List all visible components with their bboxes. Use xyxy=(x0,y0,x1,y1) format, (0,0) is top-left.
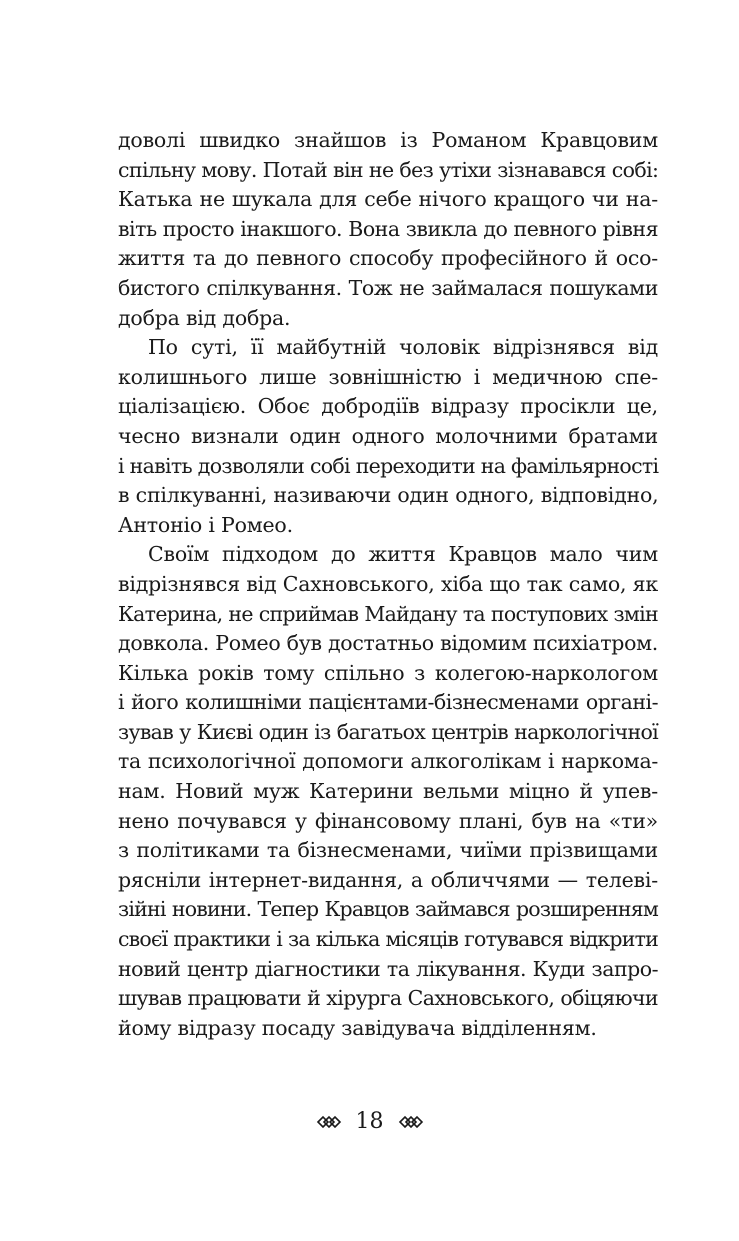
text-line: в спілкуванні, називаючи один одного, відповідно, xyxy=(118,483,659,508)
text-line: з політиками та бізнесменами, чиїми прізвищами xyxy=(118,838,658,863)
text-line: зійні новини. Тепер Кравцов займався розширенням xyxy=(118,897,658,922)
text-line: Катерина, не сприймав Майдану та поступових змін xyxy=(118,601,658,626)
text-line: своєї практики і за кілька місяців готувався відкрити xyxy=(118,927,658,952)
text-line: шував працювати й хірурга Сахновського, обіцяючи xyxy=(118,986,658,1011)
page-footer xyxy=(0,1106,739,1138)
text-line: чесно визнали один одного молочними братами xyxy=(118,423,658,448)
page-number: 18 xyxy=(355,1109,384,1134)
text-line: і його колишніми пацієнтами-бізнесменами органі- xyxy=(118,690,658,715)
text-line: бистого спілкування. Тож не займалася пошуками xyxy=(118,275,658,300)
body-text xyxy=(118,126,658,1043)
text-line: і навіть дозволяли собі переходити на фамільярності xyxy=(118,453,659,478)
text-line: новий центр діагностики та лікування. Куди запро- xyxy=(118,956,658,981)
text-line: йому відразу посаду завідувача відділенням. xyxy=(118,1015,597,1040)
text-line: життя та до певного способу професійного й осо- xyxy=(118,246,658,271)
paragraph xyxy=(118,126,658,333)
paragraph xyxy=(118,540,658,1043)
ornament-icon xyxy=(398,1115,424,1129)
text-line: ціалізацією. Обоє добродіїв відразу просікли це, xyxy=(118,394,658,419)
text-line: зував у Києві один із багатьох центрів наркологічної xyxy=(118,719,658,744)
paragraph xyxy=(118,333,658,540)
text-line: довкола. Ромео був достатньо відомим психіатром. xyxy=(118,631,658,656)
text-line: та психологічної допомоги алкоголікам і наркома- xyxy=(118,749,658,774)
ornament-icon xyxy=(316,1115,342,1129)
text-line: нено почувався у фінансовому плані, був на «ти» xyxy=(118,808,658,833)
text-line: По суті, її майбутній чоловік відрізнявся від xyxy=(148,335,658,360)
text-line: спільну мову. Потай він не без утіхи зізнавався собі: xyxy=(118,157,659,182)
text-line: колишнього лише зовнішністю і медичною спе- xyxy=(118,364,658,389)
text-line: доволі швидко знайшов із Романом Кравцовим xyxy=(118,128,658,152)
text-line: Антоніо і Ромео. xyxy=(118,512,293,537)
text-line: відрізнявся від Сахновського, хіба що так само, як xyxy=(118,571,658,596)
text-line: віть просто інакшого. Вона звикла до певного рівня xyxy=(118,216,658,241)
text-line: Кілька років тому спільно з колегою-наркологом xyxy=(118,660,658,685)
text-line: Катька не шукала для себе нічого кращого чи на- xyxy=(118,187,658,212)
text-line: Своїм підходом до життя Кравцов мало чим xyxy=(148,542,658,567)
text-line: нам. Новий муж Катерини вельми міцно й упев- xyxy=(118,779,658,804)
text-line: рясніли інтернет-видання, а обличчями — телеві- xyxy=(118,867,658,892)
text-line: добра від добра. xyxy=(118,305,291,330)
